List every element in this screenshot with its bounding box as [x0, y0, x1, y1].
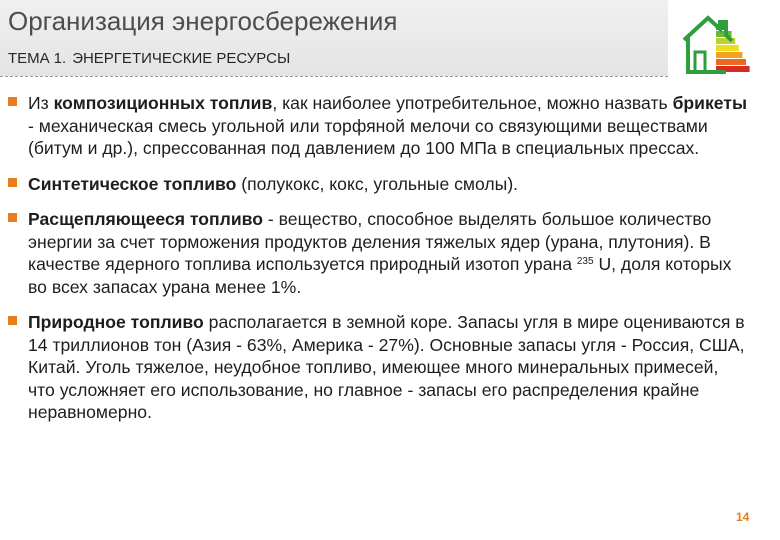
- slide-header: [0, 0, 668, 76]
- bullet-item-nuclear-fuel: [8, 208, 750, 298]
- bullet-item-natural-fuel: [8, 311, 750, 424]
- bullet-marker: [8, 316, 17, 325]
- topic-prefix: ТЕМА: [8, 50, 50, 67]
- energy-efficiency-house-icon: [680, 10, 762, 76]
- bullet-text: Синтетическое топливо (полукокс, кокс, угольные смолы).: [28, 173, 519, 194]
- bullet-item-briquettes: [8, 92, 750, 160]
- bullet-marker: [8, 97, 17, 106]
- bullet-item-synthetic-fuel: [8, 173, 750, 196]
- main-content: [8, 92, 750, 437]
- topic-heading: [8, 50, 290, 67]
- page-title: Организация энергосбережения: [8, 6, 398, 36]
- energy-bar: [716, 59, 746, 65]
- topic-number: 1.: [53, 50, 67, 67]
- header-divider: [0, 76, 668, 77]
- energy-bar: [716, 45, 739, 51]
- page-number: 14: [736, 510, 750, 524]
- bullet-text: Расщепляющееся топливо - вещество, способное выделять большое количество энергии за счет торможения продуктов деления тяжелых ядер (урана, плутония). В качестве ядерного топлива используется природный изотоп урана $^{235}$ U, доля которых во всех запасах урана менее 1%.: [28, 209, 732, 297]
- bullet-marker: [8, 178, 17, 187]
- house-door: [695, 52, 705, 72]
- topic-title: ЭНЕРГЕТИЧЕСКИЕ РЕСУРСЫ: [72, 50, 291, 67]
- bullet-marker: [8, 213, 17, 222]
- energy-bar: [716, 52, 742, 58]
- bullet-text: Из композиционных топлив, как наиболее употребительное, можно назвать брикеты - механическая смесь угольной или торфяной мелочи со связующими веществами (битум и др.), спрессованная под давлением до 100 МПа в специальных прессах.: [28, 93, 747, 158]
- bullet-text: Природное топливо располагается в земной коре. Запасы угля в мире оцениваются в 14 триллионов тон (Азия - 63%, Америка - 27%). Основные запасы угля - Россия, США, Китай. Уголь тяжелое, неудобное топливо, имеющее много минеральных примесей, что усложняет его использование, но главное - запасы его распределения крайне неравномерно.: [28, 312, 745, 422]
